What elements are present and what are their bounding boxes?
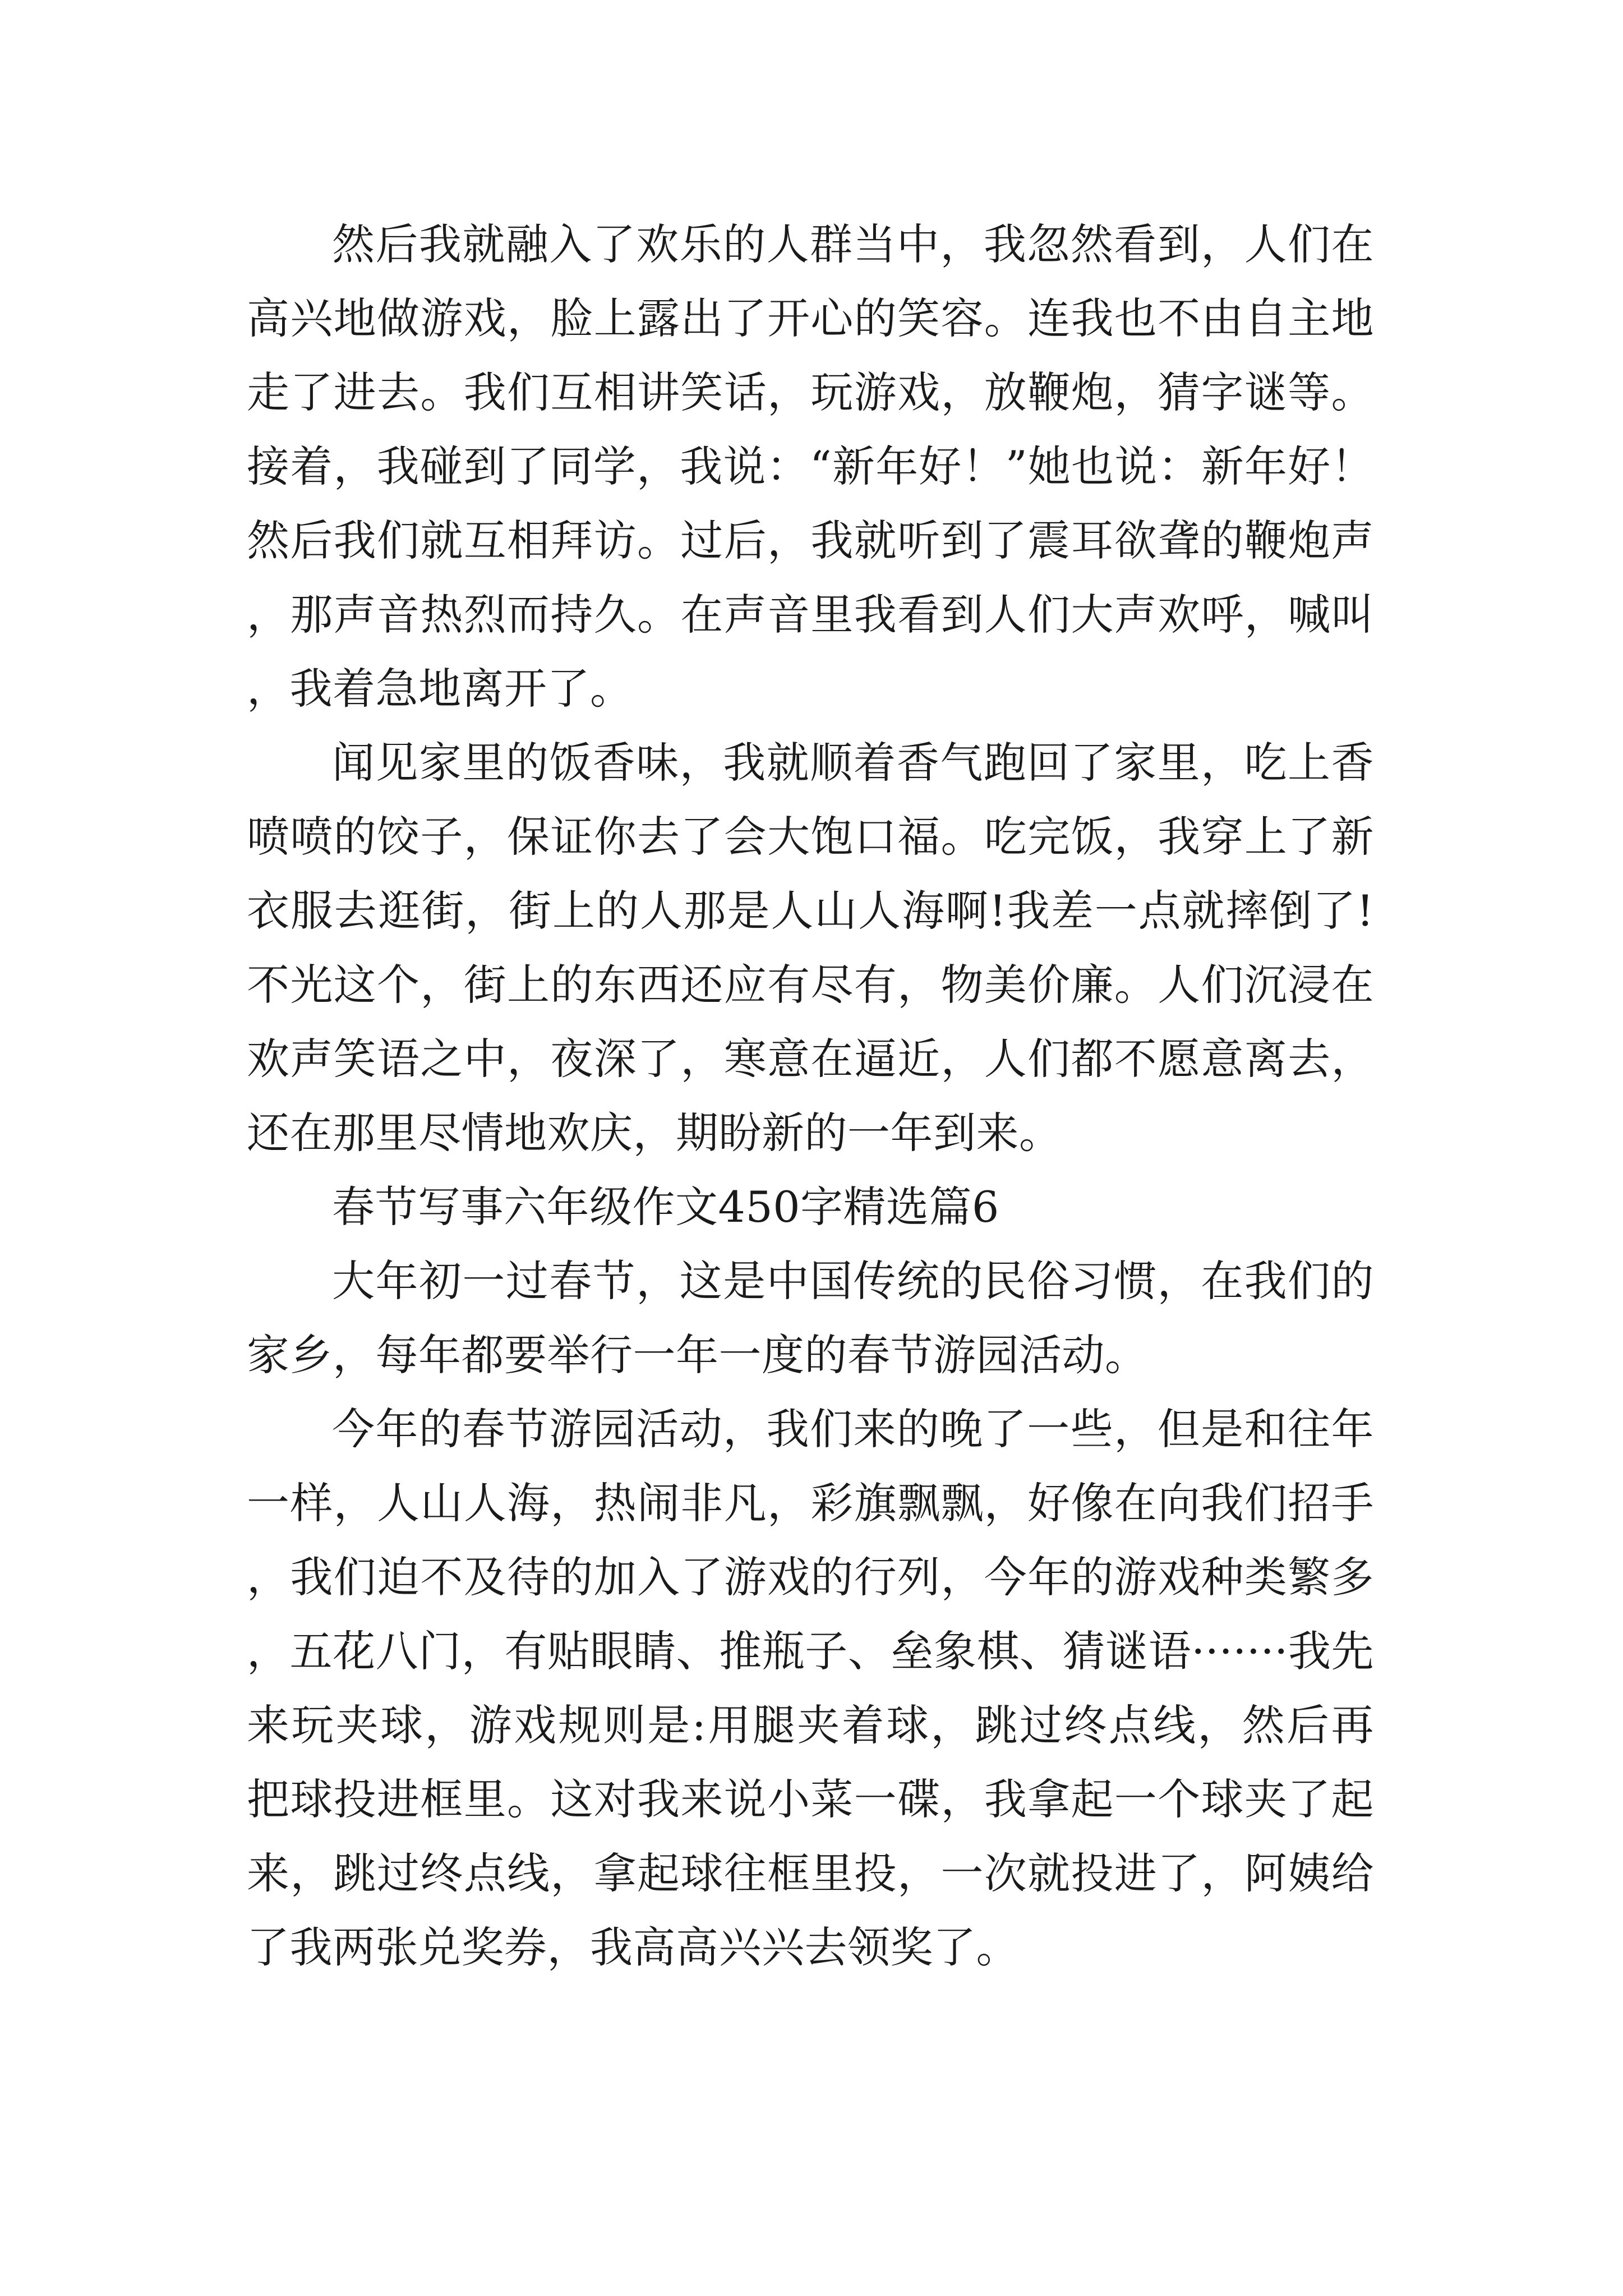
section-heading: 春节写事六年级作文450字精选篇6 xyxy=(332,1182,999,1232)
document-body xyxy=(247,208,1374,1985)
paragraph-2: 闻见家里的饭香味，我就顺着香气跑回了家里，吃上香喷喷的饺子，保证你去了会大饱口福。吃完饭，我穿上了新衣服去逛街，街上的人那是人山人海啊!我差一点就摔倒了!不光这个，街上的东西还应有尽有，物美价廉。人们沉浸在欢声笑语之中，夜深了，寒意在逼近，人们都不愿意离去，还在那里尽情地欢庆，期盼新的一年到来。 xyxy=(247,738,1374,1158)
paragraph-3: 大年初一过春节，这是中国传统的民俗习惯，在我们的家乡，每年都要举行一年一度的春节游园活动。 xyxy=(247,1256,1374,1380)
paragraph-1: 然后我就融入了欢乐的人群当中，我忽然看到，人们在高兴地做游戏，脸上露出了开心的笑容。连我也不由自主地走了进去。我们互相讲笑话，玩游戏，放鞭炮，猜字谜等。接着，我碰到了同学，我说：“新年好！”她也说：新年好！然后我们就互相拜访。过后，我就听到了震耳欲聋的鞭炮声，那声音热烈而持久。在声音里我看到人们大声欢呼，喊叫，我着急地离开了。 xyxy=(247,219,1374,714)
paragraph-4: 今年的春节游园活动，我们来的晚了一些，但是和往年一样，人山人海，热闹非凡，彩旗飘飘，好像在向我们招手，我们迫不及待的加入了游戏的行列，今年的游戏种类繁多，五花八门，有贴眼睛、推瓶子、垒象棋、猜谜语·······我先来玩夹球，游戏规则是:用腿夹着球，跳过终点线，然后再把球投进框里。这对我来说小菜一碟，我拿起一个球夹了起来，跳过终点线，拿起球往框里投，一次就投进了，阿姨给了我两张兑奖券，我高高兴兴去领奖了。 xyxy=(247,1404,1374,1972)
